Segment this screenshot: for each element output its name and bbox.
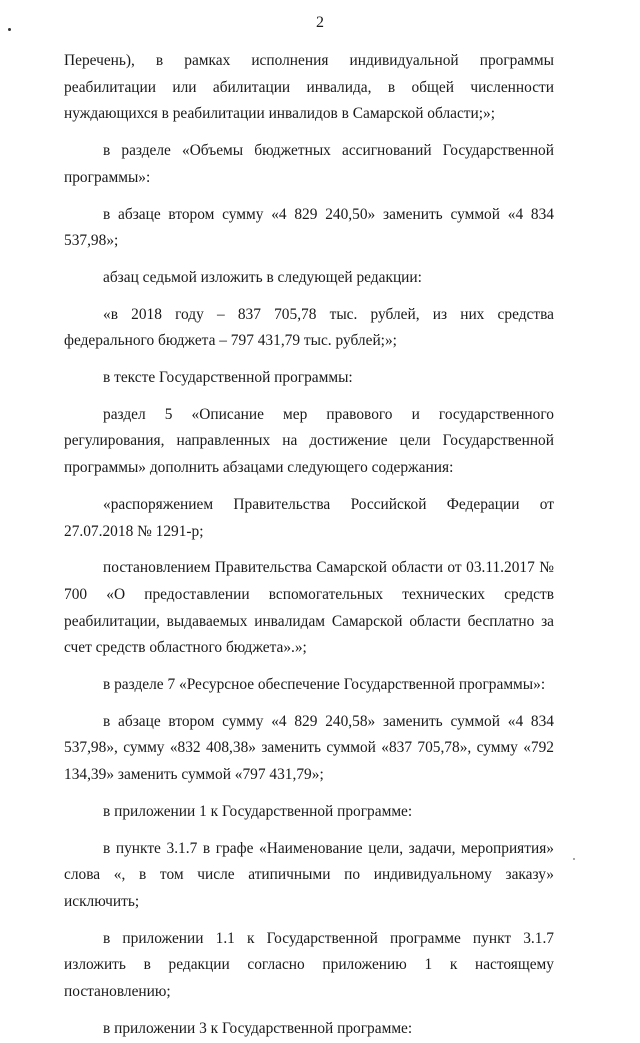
- paragraph: «распоряжением Правительства Российской Федерации от 27.07.2018 № 1291-р;: [64, 495, 554, 540]
- paragraph: в приложении 1.1 к Государственной программе пункт 3.1.7 изложить в редакции согласно приложению 1 к настоящему постановлению;: [64, 929, 554, 1001]
- paragraph: Перечень), в рамках исполнения индивидуальной программы реабилитации или абилитации инвалида, в общей численности нуждающихся в реабилитации инвалидов в Самарской области;»;: [64, 52, 554, 123]
- paragraph: абзац седьмой изложить в следующей редакции:: [103, 268, 422, 286]
- paragraph: в разделе 7 «Ресурсное обеспечение Государственной программы»:: [103, 676, 546, 694]
- paragraph: в абзаце втором сумму «4 829 240,58» заменить суммой «4 834 537,98», сумму «832 408,38» заменить суммой «837 705,78», сумму «792 134,39» заменить суммой «797 431,79»;: [64, 712, 554, 784]
- paragraph: в приложении 3 к Государственной программе:: [103, 1019, 413, 1037]
- paragraph: «в 2018 году – 837 705,78 тыс. рублей, из них средства федерального бюджета – 797 431,79 тыс. рублей;»;: [64, 305, 554, 350]
- page-number: 2: [316, 14, 324, 31]
- paragraph: в пункте 3.1.7 в графе «Наименование цели, задачи, мероприятия» слова «, в том числе атипичными по индивидуальному заказу» исключить;: [64, 839, 554, 910]
- paragraph: раздел 5 «Описание мер правового и государственного регулирования, направленных на достижение цели Государственной программы» дополнить абзацами следующего содержания:: [64, 405, 554, 477]
- paragraph: в приложении 1 к Государственной программе:: [103, 802, 413, 820]
- paragraph: в тексте Государственной программы:: [103, 369, 353, 387]
- paragraph: в абзаце втором сумму «4 829 240,50» заменить суммой «4 834 537,98»;: [64, 205, 554, 250]
- paragraph: в разделе «Объемы бюджетных ассигнований Государственной программы»:: [64, 142, 554, 186]
- paragraph: постановлением Правительства Самарской области от 03.11.2017 № 700 «О предоставлении вспомогательных технических средств реабилитации, выдаваемых инвалидам Самарской области бесплатно за счет средств областного бюджета».»;: [64, 559, 554, 657]
- document-body: [64, 48, 554, 1043]
- scan-mark: [573, 858, 575, 860]
